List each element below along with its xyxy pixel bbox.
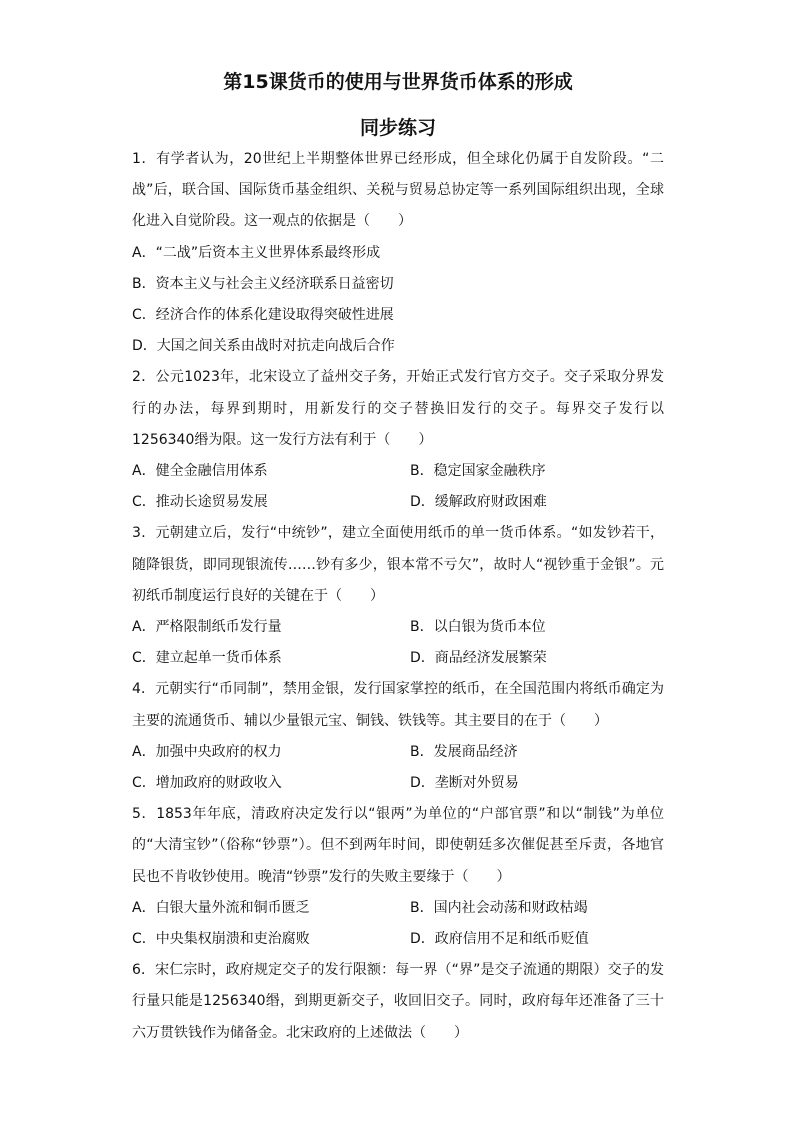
- option-d: D．政府信用不足和纸币贬值: [410, 931, 589, 948]
- option-b: B．以白银为货币本位: [410, 619, 546, 636]
- page-subtitle: 同步练习: [359, 117, 436, 139]
- option-c: C．推动长途贸易发展: [132, 494, 268, 511]
- option-b: B．国内社会动荡和财政枯竭: [410, 899, 588, 916]
- question-stem: 3．元朝建立后，发行“中统钞”，建立全面使用纸币的单一货币体系。“如发钞若干，随降银货，即同现银流传……钞有多少，银本常不亏欠”，故时人“视钞重于金银”。元初纸币制度运行良好的关键在于（ ）: [132, 525, 664, 604]
- option-a: A．加强中央政府的权力: [132, 743, 282, 760]
- page-title: 第15课货币的使用与世界货币体系的形成: [223, 71, 573, 93]
- option-a: A．健全金融信用体系: [132, 463, 268, 480]
- question-stem: 6．宋仁宗时，政府规定交子的发行限额：每一界（“界”是交子流通的期限）交子的发行量只能是1256340缗，到期更新交子，收回旧交子。同时，政府每年还准备了三十六万贯铁钱作为储备金。北宋政府的上述做法（ ）: [132, 962, 664, 1041]
- option-b: B．资本主义与社会主义经济联系日益密切: [132, 275, 394, 292]
- question-stem: 5．1853年年底，清政府决定发行以“银两”为单位的“户部官票”和以“制钱”为单位的“大清宝钞”（俗称“钞票”）。但不到两年时间，即使朝廷多次催促甚至斥责，各地官民也不肯收钞使用。晚清“钞票”发行的失败主要缘于（ ）: [132, 806, 664, 885]
- question-stem: 4．元朝实行“币同制”，禁用金银，发行国家掌控的纸币，在全国范围内将纸币确定为主要的流通货币、辅以少量银元宝、铜钱、铁钱等。其主要目的在于（ ）: [132, 681, 664, 729]
- option-b: B．稳定国家金融秩序: [410, 463, 546, 480]
- option-d: D．大国之间关系由战时对抗走向战后合作: [132, 338, 395, 355]
- question-4: [132, 674, 664, 799]
- option-c: C．建立起单一货币体系: [132, 650, 282, 667]
- option-d: D．缓解政府财政困难: [410, 494, 547, 511]
- question-6: [132, 955, 664, 1049]
- option-a: A．白银大量外流和铜币匮乏: [132, 899, 310, 916]
- question-5: [132, 799, 664, 955]
- option-a: A．严格限制纸币发行量: [132, 619, 282, 636]
- question-2: [132, 362, 664, 518]
- question-stem: 1．有学者认为，20世纪上半期整体世界已经形成，但全球化仍属于自发阶段。“二战”后，联合国、国际货币基金组织、关税与贸易总协定等一系列国际组织出现，全球化进入自觉阶段。这一观点的依据是（ ）: [132, 151, 664, 230]
- option-a: A．“二战”后资本主义世界体系最终形成: [132, 244, 381, 261]
- option-b: B．发展商品经济: [410, 743, 518, 760]
- option-c: C．中央集权崩溃和吏治腐败: [132, 931, 310, 948]
- option-c: C．经济合作的体系化建设取得突破性进展: [132, 307, 394, 324]
- option-d: D．商品经济发展繁荣: [410, 650, 547, 667]
- question-1: [132, 144, 664, 362]
- question-3: [132, 518, 664, 674]
- option-d: D．垄断对外贸易: [410, 775, 519, 792]
- option-c: C．增加政府的财政收入: [132, 775, 282, 792]
- question-stem: 2．公元1023年，北宋设立了益州交子务，开始正式发行官方交子。交子采取分界发行的办法，每界到期时，用新发行的交子替换旧发行的交子。每界交子发行以1256340缗为限。这一发行方法有利于（ ）: [132, 369, 664, 448]
